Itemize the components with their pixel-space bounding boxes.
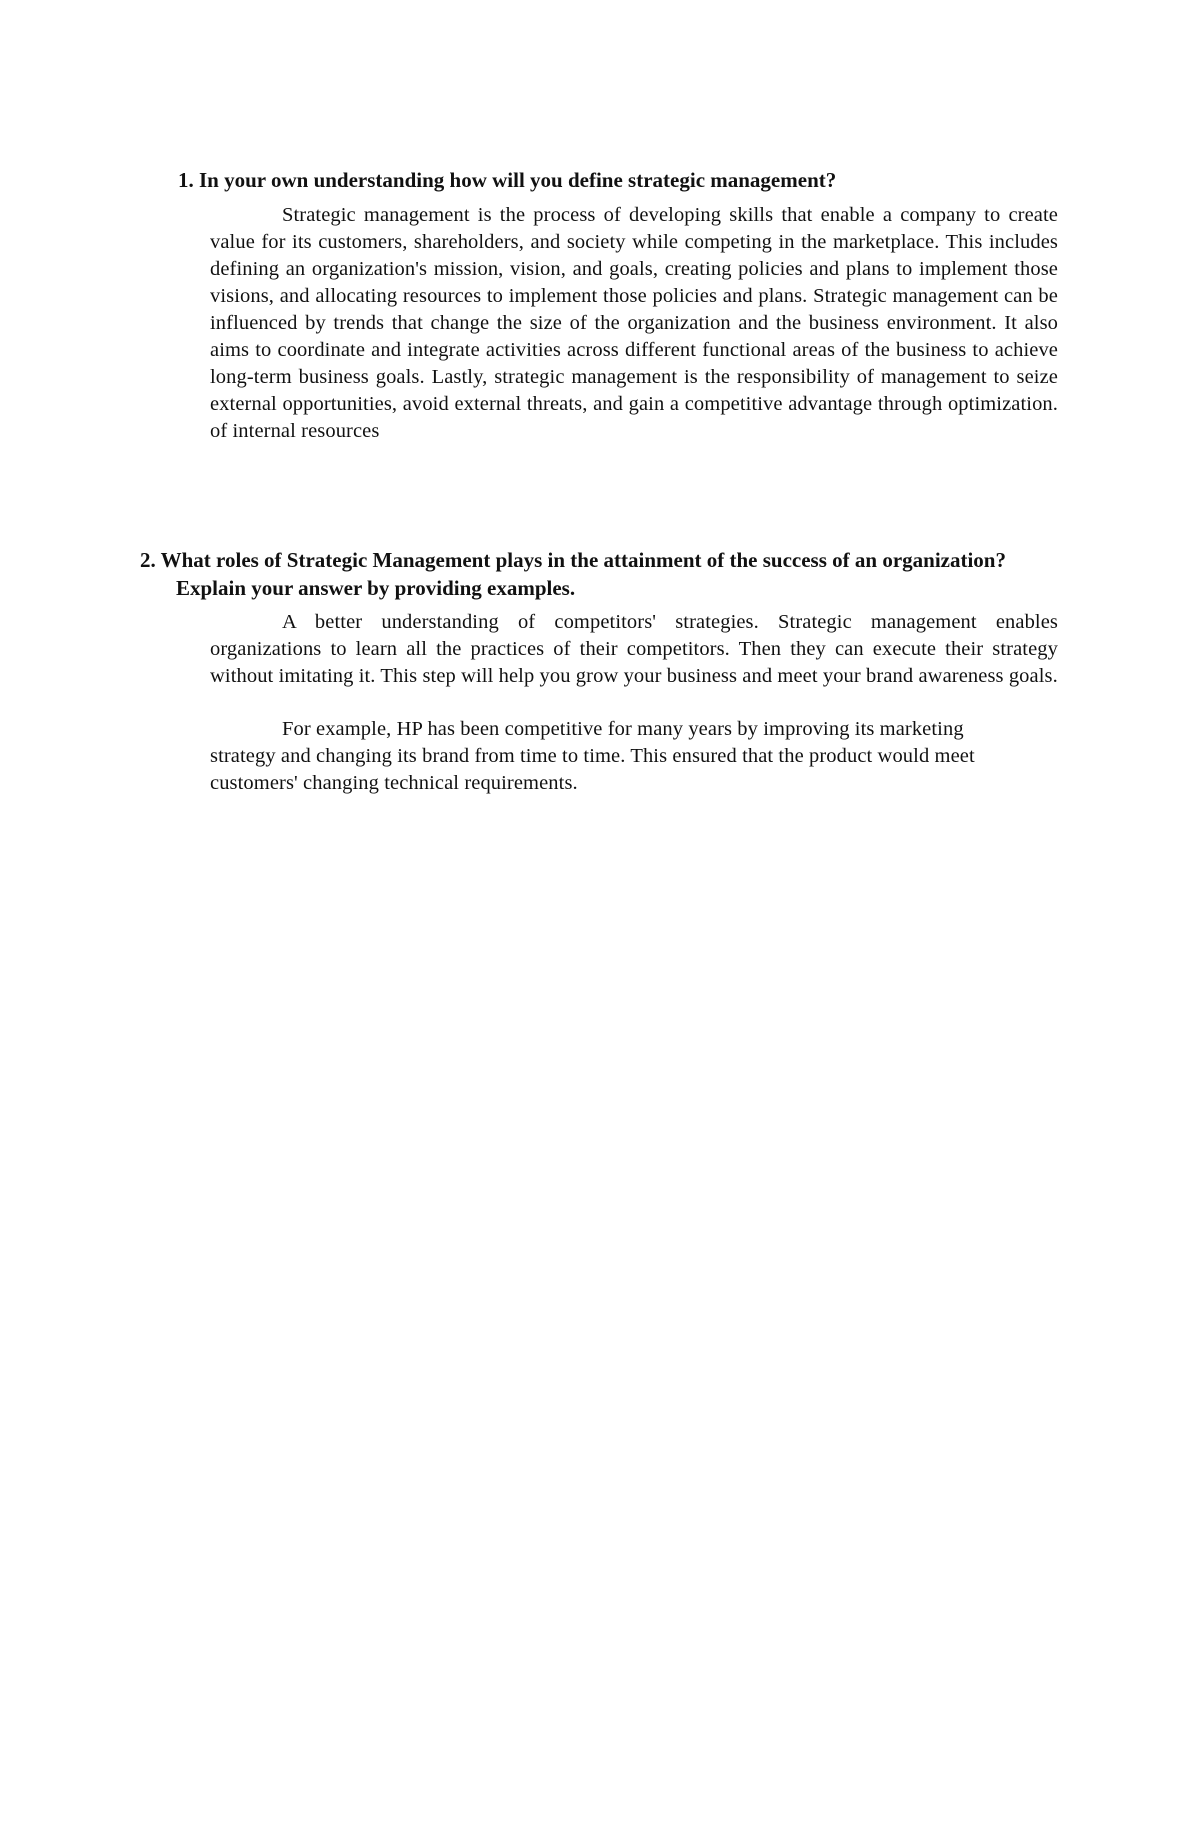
question-1-heading xyxy=(178,166,1078,194)
question-2-answer-paragraph-1: A better understanding of competitors' strategies. Strategic management enables organizations to learn all the practices of their competitors. Then they can execute their strategy without imitating it. This step will help you grow your business and meet your brand awareness goals. xyxy=(210,611,1058,687)
question-2-text: 2. What roles of Strategic Management plays in the attainment of the success of an organization? Explain your answer by providing examples. xyxy=(140,548,1006,600)
question-2-heading xyxy=(140,546,1040,602)
question-2-answer-paragraph-2: For example, HP has been competitive for many years by improving its marketing strategy and changing its brand from time to time. This ensured that the product would meet customers' changing technical requirements. xyxy=(210,718,975,794)
question-1-text: 1. In your own understanding how will you define strategic management? xyxy=(178,168,837,192)
question-1-answer: Strategic management is the process of developing skills that enable a company to create value for its customers, shareholders, and society while competing in the marketplace. This includes defining an organization's mission, vision, and goals, creating policies and plans to implement those visions, and allocating resources to implement those policies and plans. Strategic management can be influenced by trends that change the size of the organization and the business environment. It also aims to coordinate and integrate activities across different functional areas of the business to achieve long-term business goals. Lastly, strategic management is the responsibility of management to seize external opportunities, avoid external threats, and gain a competitive advantage through optimization. of internal resources xyxy=(210,204,1058,442)
